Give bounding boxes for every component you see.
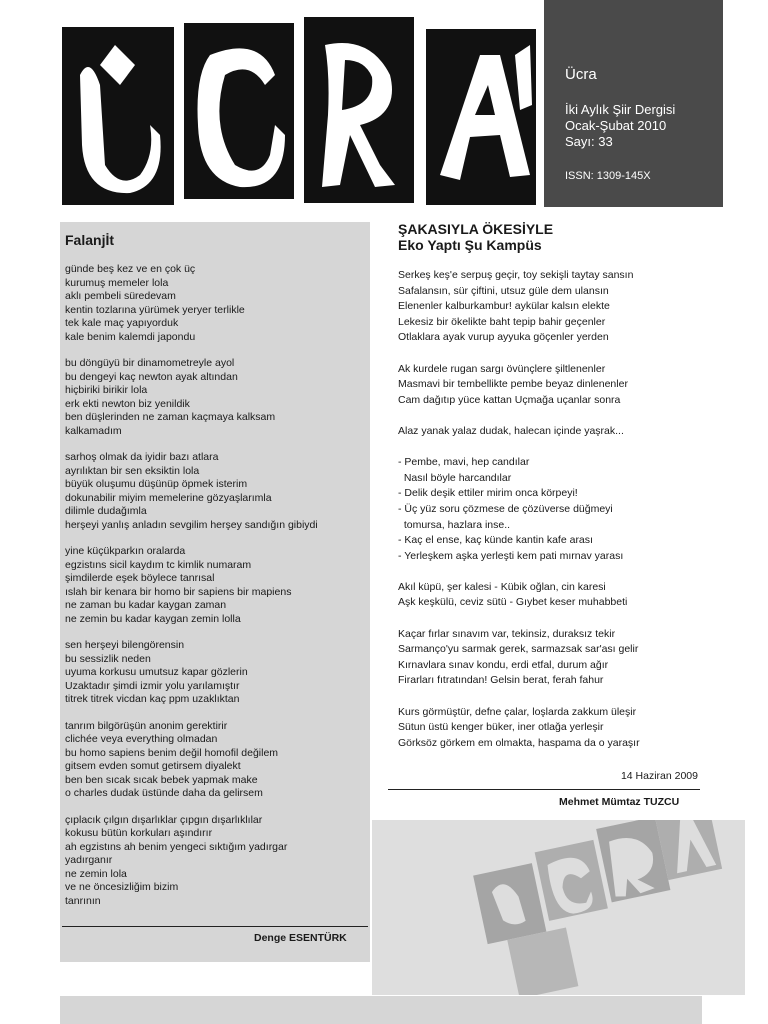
poem-line: ne zemin lola <box>65 867 127 880</box>
left-poem-title: Falanjİt <box>65 232 115 248</box>
poem-line: bu dengeyi kaç newton ayak altından <box>65 370 238 383</box>
poem-line: Sütun üstü kenger büker, iner otlağa yerleşir <box>398 721 604 734</box>
poem-line: Sarmanço'yu sarmak gerek, sarmazsak sar'ası gelir <box>398 643 639 656</box>
stanza <box>65 639 370 707</box>
left-author-divider <box>62 926 368 927</box>
poem-line: kurumuş memeler lola <box>65 276 169 289</box>
poem-line: tek kale maç yapıyorduk <box>65 317 179 329</box>
poem-line: - Pembe, mavi, hep candılar <box>398 456 530 469</box>
poem-line: bu homo sapiens benim değil homofil değilem <box>65 746 279 759</box>
poem-line: tanrının <box>65 894 101 907</box>
poem-line: - Delik deşik ettiler mirim onca körpeyi! <box>398 487 578 500</box>
right-poem-title-line1: ŞAKASIYLA ÖKESİYLE <box>398 221 554 237</box>
poem-line: Aşk keşkülü, ceviz sütü - Gıybet keser muhabbeti <box>398 596 628 609</box>
poem-line: ve ne öncesizliğim bizim <box>65 881 179 893</box>
issue-date: Ocak-Şubat 2010 <box>565 118 667 133</box>
left-poem-author: Denge ESENTÜRK <box>254 932 347 944</box>
magazine-info-box <box>544 0 723 207</box>
poem-line: Firarları fıtratından! Gelsin berat, ferah fahur <box>398 674 604 687</box>
poem-date: 14 Haziran 2009 <box>620 770 698 782</box>
poem-line: - Üç yüz soru çözmese de çözüverse düğmeyi <box>398 502 613 515</box>
poem-line: Lekesiz bir ökelikte baht tepip bahir geçenler <box>398 315 606 328</box>
poem-line: bu döngüyü bir dinamometreyle ayol <box>65 357 235 369</box>
poem-line: Elenenler kalburkambur! aykülar kalsın elekte <box>398 300 610 313</box>
poem-line: tomursa, hazlara inse.. <box>398 518 511 531</box>
poem-line: uyuma korkusu umutsuz kapar gözlerin <box>65 666 248 678</box>
poem-line: Görksöz görkem em olmakta, haspama da o yaraşır <box>398 736 640 749</box>
left-poem-body <box>65 263 370 921</box>
poem-line: hiçbiriki birikir lola <box>65 384 148 396</box>
poem-line: sen herşeyi bilengörensin <box>65 639 185 651</box>
poem-line: Ak kurdele rugan sargı övünçlere şiltlenenler <box>398 362 606 375</box>
right-poem-body <box>398 268 703 767</box>
poem-line: bu sessizlik neden <box>65 652 151 665</box>
right-author-divider <box>388 789 700 790</box>
poem-line: büyük oluşumu düşünüp öpmek isterim <box>65 478 248 490</box>
poem-line: kale benim kalemdi japondu <box>65 330 196 343</box>
poem-line: o charles dudak üstünde daha da gelirsem <box>65 787 263 799</box>
stanza <box>398 580 703 611</box>
right-poem-panel <box>388 213 710 749</box>
poem-line: Alaz yanak yalaz dudak, halecan içinde yaşrak... <box>398 424 624 437</box>
poem-line: dilimle dudağımla <box>65 505 147 517</box>
magazine-subtitle: İki Aylık Şiir Dergisi <box>565 102 676 117</box>
poem-line: Akıl küpü, şer kalesi - Kübik oğlan, cin karesi <box>398 580 606 593</box>
magazine-logo <box>60 15 540 210</box>
stanza <box>398 424 703 440</box>
poem-line: clichée veya everything olmadan <box>65 733 218 745</box>
poem-line: şimdilerde eşek böylece tanrısal <box>65 572 215 584</box>
left-poem-panel <box>60 222 370 962</box>
poem-line: dokunabilir miyim memelerine gözyaşlarımla <box>65 491 272 504</box>
poem-line: Cam dağıtıp yüce kattan Uçmağa uçanlar sonra <box>398 393 621 406</box>
magazine-title: Ücra <box>565 66 597 83</box>
poem-line: günde beş kez ve en çok üç <box>65 263 196 275</box>
poem-line: sarhoş olmak da iyidir bazı atlara <box>65 451 219 463</box>
bottom-grey-strip <box>60 996 702 1024</box>
poem-line: titrek titrek vicdan kaç ppm uzaklıktan <box>65 693 240 705</box>
decorative-logo-watermark <box>372 820 745 995</box>
stanza <box>65 263 370 344</box>
poem-line: ne zaman bu kadar kaygan zaman <box>65 599 227 611</box>
issue-number: Sayı: 33 <box>565 134 613 149</box>
right-poem-title-line2: Eko Yaptı Şu Kampüs <box>398 237 542 253</box>
stanza <box>398 455 703 564</box>
poem-line: Safalansın, sür çiftini, utsuz güle dem ulansın <box>398 284 609 297</box>
stanza <box>398 268 703 346</box>
poem-line: Serkeş keş'e serpuş geçir, toy sekişli taytay sansın <box>398 269 634 281</box>
right-poem-title <box>398 221 710 253</box>
poem-line: yine küçükparkın oralarda <box>65 545 186 557</box>
poem-line: Masmavi bir tembellikte pembe beyaz dinlenenler <box>398 378 628 391</box>
stanza <box>65 720 370 801</box>
poem-line: erk ekti newton biz yenildik <box>65 397 190 410</box>
stanza <box>65 814 370 909</box>
stanza <box>65 451 370 532</box>
poem-line: aklı pembeli süredevam <box>65 290 176 302</box>
poem-line: ayrılıktan bir sen eksiktin lola <box>65 464 200 477</box>
poem-line: ben düşlerinden ne zaman kaçmaya kalksam <box>65 411 276 423</box>
poem-line: Kaçar fırlar sınavım var, tekinsiz, duraksız tekir <box>398 627 616 640</box>
issn: ISSN: 1309-145X <box>565 170 651 182</box>
stanza <box>398 362 703 409</box>
poem-line: - Yerleşkem aşka yerleşti kem pati mırnav yarası <box>398 549 624 562</box>
poem-line: Nasıl böyle harcandılar <box>398 471 512 484</box>
poem-line: kalkamadım <box>65 424 122 437</box>
poem-line: ben ben sıcak sıcak bebek yapmak make <box>65 773 258 786</box>
poem-line: ne zemin bu kadar kaygan zemin lolla <box>65 612 241 625</box>
poem-line: kentin tozlarına yürümek yeryer terlikle <box>65 303 245 316</box>
stanza <box>398 627 703 689</box>
poem-line: çıplacık çılgın dışarlıklar çıpgın dışarlıklılar <box>65 813 263 826</box>
poem-line: Uzaktadır şimdi izmir yolu yarılamıştır <box>65 679 240 692</box>
stanza <box>398 705 703 752</box>
poem-line: Otlaklara ayak vurup ayyuka göçenler yerden <box>398 331 609 344</box>
poem-line: - Kaç el ense, kaç künde kantin kafe arası <box>398 534 593 547</box>
stanza <box>65 357 370 438</box>
poem-line: tanrım bilgörüşün anonim gerektirir <box>65 719 228 732</box>
poem-line: Kırnavlara sınav kondu, erdi etfal, durum ağır <box>398 658 609 671</box>
poem-line: gitsem evden somut getirsem diyalekt <box>65 760 241 772</box>
poem-line: kokusu bütün korkuları aşındırır <box>65 827 213 839</box>
poem-line: yadırganır <box>65 854 113 866</box>
poem-line: egzistıns sicil kaydım tc kimlik numaram <box>65 558 252 571</box>
poem-line: ıslah bir kenara bir homo bir sapiens bir mapiens <box>65 585 292 598</box>
stanza <box>65 545 370 626</box>
poem-line: ah egzistıns ah benim yengeci sıktığım yadırgar <box>65 840 288 853</box>
poem-line: Kurs görmüştür, defne çalar, loşlarda zakkum üleşir <box>398 705 637 718</box>
right-poem-author: Mehmet Mümtaz TUZCU <box>559 796 680 808</box>
poem-line: herşeyi yanlış anladın sevgilim herşey sandığın gibiydi <box>65 518 318 531</box>
